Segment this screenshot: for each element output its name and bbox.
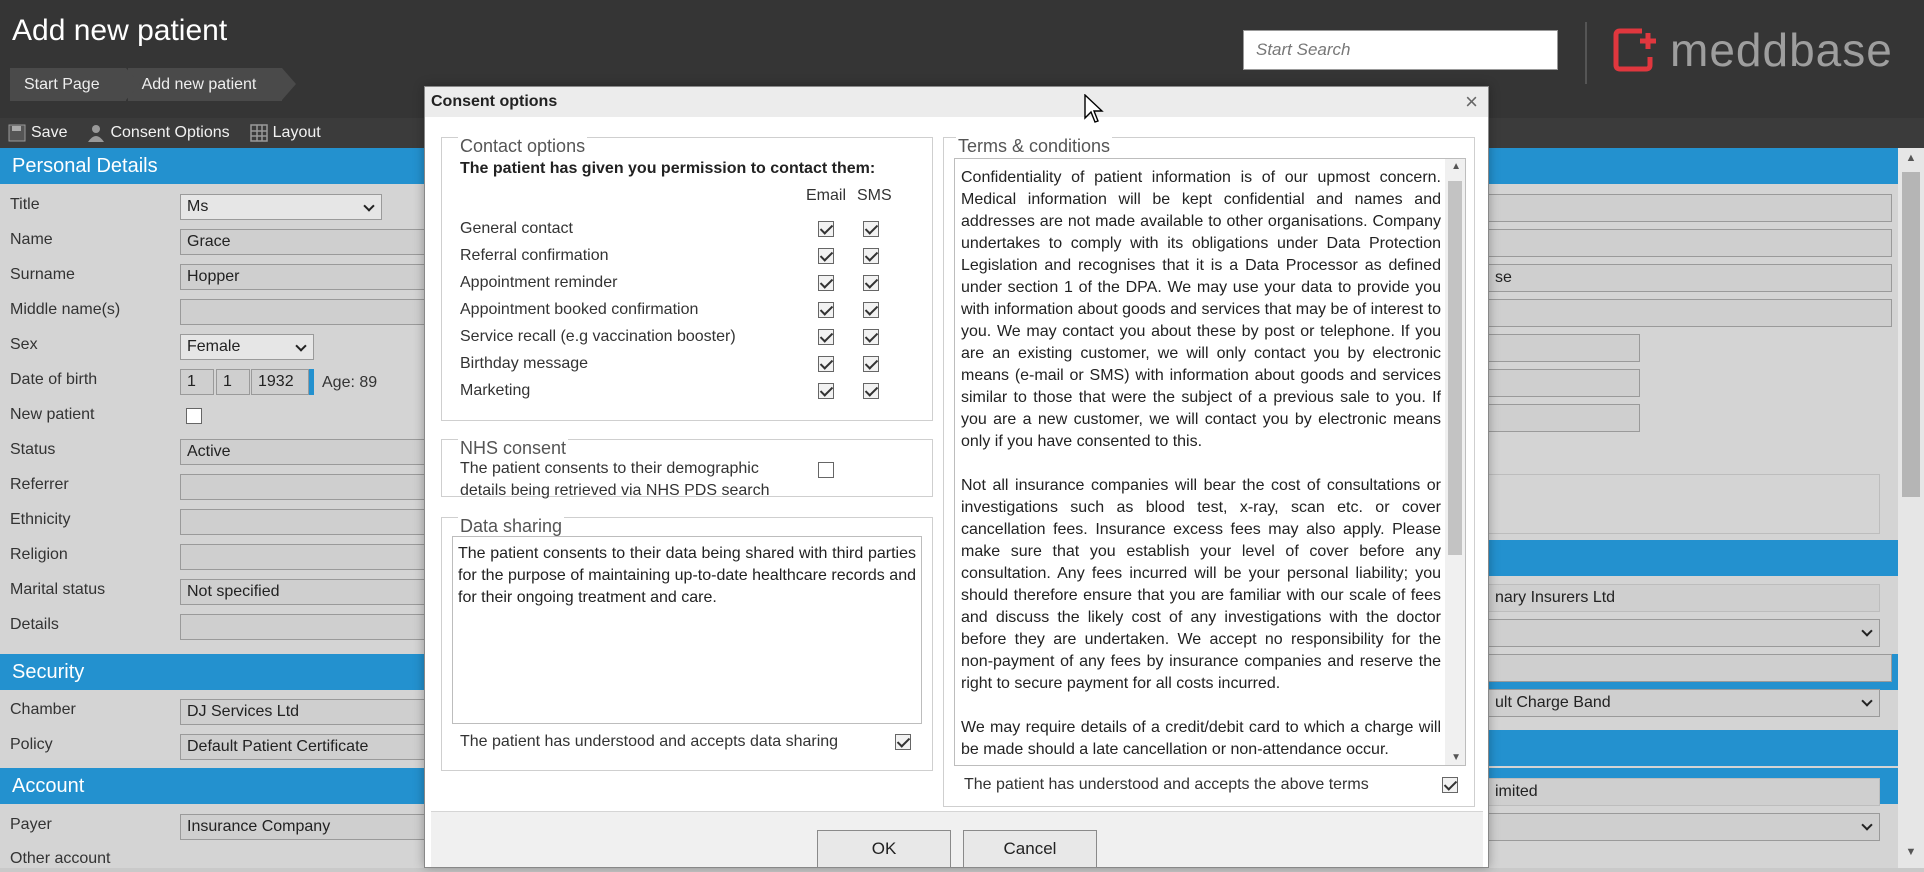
dob-month-field[interactable]: 1 <box>216 369 250 395</box>
terms-paragraph-2: Not all insurance companies will bear the cost of consultations or investigations such as blood test, x-ray, scan etc. or cover cancellation fees. Insurance excess fees may also apply. Please make sure that you establish your level of cover before any consultation. Any fees incurred will be your personal liability; you should therefore ensure that you are familiar with our scale of fees and discuss the likely cost of any investigations with the doctor before they are undertaken. We accept no responsibility for the non-payment of any fees by insurance companies and reserve the right to secure payment for all costs incurred. <box>961 477 1441 692</box>
page-scrollbar-thumb[interactable] <box>1902 172 1920 497</box>
birthday-message-email-checkbox[interactable] <box>818 356 834 372</box>
chevron-down-icon <box>1861 819 1872 830</box>
sex-select[interactable] <box>180 334 314 360</box>
scroll-down-icon[interactable]: ▼ <box>1905 846 1917 858</box>
section-personal-details: Personal Details <box>0 148 1898 184</box>
right-field-9[interactable] <box>1488 778 1880 806</box>
terms-title: Terms & conditions <box>958 136 1111 156</box>
marketing-email-checkbox[interactable] <box>818 383 834 399</box>
data-sharing-title: Data sharing <box>460 516 563 536</box>
chevron-down-icon <box>295 340 306 351</box>
consent-options-label: Consent Options <box>110 124 230 141</box>
right-field-3-value: se <box>1495 269 1512 286</box>
right-field-7[interactable] <box>1488 404 1640 432</box>
terms-group <box>943 137 1475 807</box>
dob-label: Date of birth <box>10 371 98 388</box>
title-select[interactable] <box>180 194 382 220</box>
dob-accent <box>309 369 314 395</box>
new-patient-checkbox[interactable] <box>186 408 202 424</box>
breadcrumb-add-new-patient[interactable]: Add new patient <box>128 68 283 101</box>
referrer-label: Referrer <box>10 476 69 493</box>
sex-label: Sex <box>10 336 38 353</box>
appointment-booked-email-checkbox[interactable] <box>818 302 834 318</box>
contact-row-label: Appointment booked confirmation <box>460 301 699 318</box>
contact-row-label: General contact <box>460 220 573 237</box>
right-field-2[interactable] <box>1488 229 1892 257</box>
terms-content <box>961 167 1441 761</box>
data-sharing-accept-checkbox[interactable] <box>895 734 911 750</box>
terms-accept-label: The patient has understood and accepts the above terms <box>964 776 1369 793</box>
referrer-field[interactable] <box>180 474 430 500</box>
chevron-down-icon <box>1861 695 1872 706</box>
appointment-reminder-sms-checkbox[interactable] <box>863 275 879 291</box>
religion-field[interactable] <box>180 544 430 570</box>
chevron-down-icon <box>363 200 374 211</box>
new-patient-label: New patient <box>10 406 95 423</box>
contact-row-label: Service recall (e.g vaccination booster) <box>460 328 736 345</box>
page-title: Add new patient <box>12 14 228 47</box>
right-charge-band-value: ult Charge Band <box>1495 694 1611 711</box>
contact-intro: The patient has given you permission to contact them: <box>460 160 876 177</box>
status-label: Status <box>10 441 56 458</box>
title-label: Title <box>10 196 40 213</box>
consent-options-dialog <box>424 86 1489 868</box>
dialog-footer <box>431 811 1483 867</box>
marketing-sms-checkbox[interactable] <box>863 383 879 399</box>
section-account: Account <box>0 768 1898 804</box>
consent-options-button[interactable] <box>87 124 229 142</box>
contact-row-label: Marketing <box>460 382 531 399</box>
email-column-header: Email <box>806 187 847 204</box>
contact-options-group <box>441 137 933 421</box>
right-charge-band-select[interactable] <box>1488 689 1880 717</box>
chamber-field[interactable]: DJ Services Ltd <box>180 699 430 725</box>
data-sharing-text: The patient consents to their data being shared with third parties for the purpose of maintaining up-to-date healthcare records and for their ongoing treatment and care. <box>458 545 916 606</box>
general-contact-email-checkbox[interactable] <box>818 221 834 237</box>
nhs-consent-title: NHS consent <box>460 438 567 458</box>
policy-label: Policy <box>10 736 53 753</box>
search-input[interactable]: Start Search <box>1243 30 1558 70</box>
logo-mark-icon <box>1612 27 1660 73</box>
referral-confirmation-sms-checkbox[interactable] <box>863 248 879 264</box>
layout-label: Layout <box>272 124 321 141</box>
chamber-label: Chamber <box>10 701 76 718</box>
contact-row-label: Referral confirmation <box>460 247 609 264</box>
right-select-2[interactable] <box>1488 813 1880 841</box>
ethnicity-label: Ethnicity <box>10 511 71 528</box>
age-text: Age: 89 <box>322 374 378 391</box>
details-label: Details <box>10 616 59 633</box>
chevron-down-icon <box>1861 625 1872 636</box>
status-field[interactable]: Active <box>180 439 430 465</box>
dob-year-field[interactable]: 1932 <box>251 369 309 395</box>
terms-scroll-area[interactable] <box>954 158 1466 766</box>
middle-name-label: Middle name(s) <box>10 301 121 318</box>
religion-label: Religion <box>10 546 68 563</box>
terms-scrollbar-thumb[interactable] <box>1448 181 1462 555</box>
birthday-message-sms-checkbox[interactable] <box>863 356 879 372</box>
sex-value: Female <box>187 338 241 355</box>
other-account-label: Other account <box>10 850 111 867</box>
layout-button[interactable] <box>250 124 321 142</box>
nhs-consent-group <box>441 439 933 497</box>
scroll-up-icon[interactable]: ▲ <box>1451 161 1461 172</box>
data-sharing-group <box>441 517 933 771</box>
contact-row-label: Appointment reminder <box>460 274 618 291</box>
right-field-6[interactable] <box>1488 369 1640 397</box>
breadcrumb <box>10 68 284 101</box>
scroll-down-icon[interactable]: ▼ <box>1451 752 1461 763</box>
mouse-cursor-icon <box>1084 94 1106 124</box>
appointment-booked-sms-checkbox[interactable] <box>863 302 879 318</box>
data-sharing-accept-label: The patient has understood and accepts data sharing <box>460 733 839 750</box>
service-recall-sms-checkbox[interactable] <box>863 329 879 345</box>
nhs-consent-text: The patient consents to their demographic details being retrieved via NHS PDS search <box>460 460 770 499</box>
details-field[interactable] <box>180 614 430 640</box>
right-insurer-value: nary Insurers Ltd <box>1495 589 1616 606</box>
ethnicity-field[interactable] <box>180 509 430 535</box>
right-field-1[interactable] <box>1488 194 1892 222</box>
contact-row-label: Birthday message <box>460 355 589 372</box>
section-security: Security <box>0 654 1898 690</box>
referral-confirmation-email-checkbox[interactable] <box>818 248 834 264</box>
header-divider <box>1585 22 1587 84</box>
appointment-reminder-email-checkbox[interactable] <box>818 275 834 291</box>
meddbase-logo <box>1612 22 1893 78</box>
section-right-blue-2 <box>1488 730 1898 766</box>
sms-column-header: SMS <box>857 187 892 204</box>
data-sharing-textarea[interactable] <box>452 536 922 724</box>
logo-text: meddbase <box>1670 24 1893 76</box>
dob-day-field[interactable]: 1 <box>180 369 214 395</box>
middle-name-field[interactable] <box>180 299 430 325</box>
grid-icon <box>250 124 268 142</box>
right-field-4[interactable] <box>1488 299 1892 327</box>
right-field-5[interactable] <box>1488 334 1640 362</box>
cancel-button[interactable]: Cancel <box>963 830 1097 868</box>
payer-label: Payer <box>10 816 52 833</box>
policy-field[interactable]: Default Patient Certificate <box>180 734 430 760</box>
name-field[interactable]: Grace <box>180 229 430 255</box>
surname-field[interactable]: Hopper <box>180 264 430 290</box>
terms-paragraph-3: We may require details of a credit/debit card to which a charge will be made should a late cancellation or non-attendance occur. <box>961 719 1441 758</box>
close-icon[interactable]: × <box>1465 89 1478 114</box>
breadcrumb-start-page[interactable]: Start Page <box>10 68 126 101</box>
ok-button[interactable]: OK <box>817 830 951 868</box>
nhs-consent-checkbox[interactable] <box>818 462 834 478</box>
dialog-title: Consent options <box>431 93 558 110</box>
title-value: Ms <box>187 198 209 215</box>
right-field-3[interactable] <box>1488 264 1892 292</box>
right-box <box>1488 474 1880 534</box>
service-recall-email-checkbox[interactable] <box>818 329 834 345</box>
surname-label: Surname <box>10 266 75 283</box>
payer-field[interactable]: Insurance Company <box>180 814 430 840</box>
user-icon <box>87 124 105 142</box>
save-label: Save <box>31 124 68 141</box>
right-field-8[interactable] <box>1488 654 1892 682</box>
contact-options-title: Contact options <box>460 136 586 156</box>
section-right-blue-1 <box>1488 540 1898 576</box>
save-button[interactable] <box>8 124 67 142</box>
right-insurer-field[interactable] <box>1488 584 1880 612</box>
general-contact-sms-checkbox[interactable] <box>863 221 879 237</box>
marital-status-label: Marital status <box>10 581 106 598</box>
terms-accept-checkbox[interactable] <box>1442 777 1458 793</box>
dialog-header <box>425 87 1488 117</box>
terms-paragraph-1: Confidentiality of patient information is of our upmost concern. Medical information will be kept confidential and names and addresses are not made available to other organisations. Company undertakes to comply with its obligations under Data Protection Legislation and recognises that it is a Data Processor as defined under section 1 of the DPA. We may use your data to provide you with information about goods and services that may be of interest to you. We may contact you about these by post or telephone. If you are an existing customer, we will only contact you by electronic means (e-mail or SMS) with information about goods and services similar to those that were the subject of a previous sale to you. If you are a new customer, we will contact you by electronic means only if you have consented to this. <box>961 169 1441 450</box>
name-label: Name <box>10 231 53 248</box>
right-field-9-value: imited <box>1495 783 1538 800</box>
right-select-1[interactable] <box>1488 619 1880 647</box>
scroll-up-icon[interactable]: ▲ <box>1905 152 1917 164</box>
marital-status-field[interactable]: Not specified <box>180 579 430 605</box>
save-icon <box>8 124 26 142</box>
